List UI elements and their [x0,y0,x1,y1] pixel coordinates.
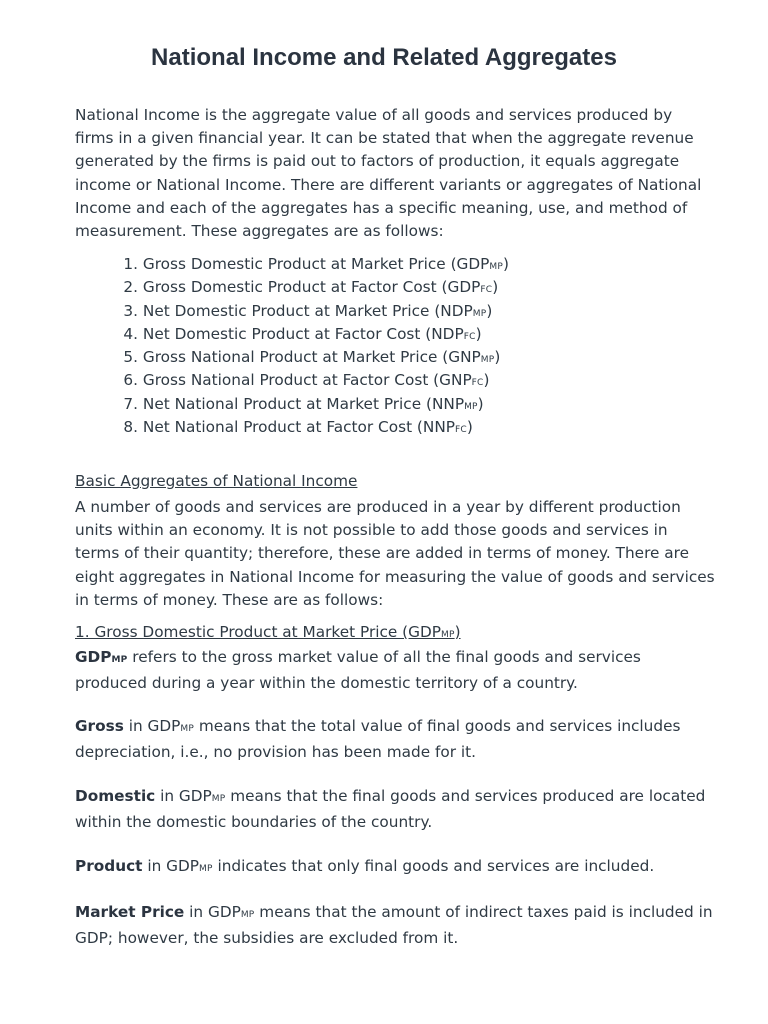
list-item-text: Net Domestic Product at Market Price (NDP [142,301,473,320]
list-item [110,416,710,439]
list-item [110,369,710,392]
list-item-number: 6. [123,371,138,390]
term-bold: Product [75,857,143,875]
list-item-subscript: MP [480,355,495,366]
list-item [110,393,710,416]
list-item-subscript: MP [472,308,487,319]
list-item-label [143,300,492,323]
gdp-mp-heading [75,621,705,647]
paragraph-text: means that the amount of indirect taxes paid is included in GDP; however, the subsidies are excluded from it. [75,903,713,948]
term-subscript: MP [199,864,213,874]
term-mid: in GDP [142,857,200,875]
term-mid: in GDP [123,717,181,735]
paragraph-text: means that the final goods and services produced are located within the domestic boundaries of the country. [75,787,706,832]
market-price-paragraph [75,901,715,950]
list-item-label [143,369,490,392]
term-mid: in GDP [184,903,241,921]
list-item-number: 4. [123,324,138,343]
list-item-text: Gross Domestic Product at Factor Cost (GDP [142,278,481,297]
list-item-close: ) [494,348,501,367]
list-item-close: ) [483,371,490,390]
list-item-text: Gross Domestic Product at Market Price (GDP [142,255,490,273]
list-item-label [143,323,482,346]
list-item-close: ) [486,301,493,320]
list-item [110,253,710,276]
list-item-close: ) [466,418,473,437]
gross-paragraph [75,715,715,764]
paragraph-text: refers to the gross market value of all the final goods and services produced during a year within the domestic territory of a country. [75,648,641,693]
list-item-close: ) [477,394,484,413]
list-item-text: Net Domestic Product at Factor Cost (NDP [142,324,464,343]
gdp-definition-paragraph [75,646,715,695]
list-item-close: ) [475,324,482,343]
list-item-label [143,416,473,439]
list-item-text: Net National Product at Market Price (NNP [142,394,465,413]
basic-aggregates-heading: Basic Aggregates of National Income [75,472,358,490]
page-title: National Income and Related Aggregates [151,44,617,71]
aggregates-list [110,253,710,439]
list-item [110,323,710,346]
list-item-label [143,346,500,369]
term-bold [75,648,127,666]
list-item-close: ) [503,255,509,273]
gdp-mp-heading-text: 1. Gross Domestic Product at Market Price (GDP [75,623,441,641]
gdp-mp-heading-close: ) [454,623,461,641]
term-bold: Domestic [75,787,156,805]
list-item-subscript: FC [471,378,484,389]
domestic-paragraph [75,785,715,834]
list-item-text: Gross National Product at Factor Cost (GNP [142,371,472,390]
list-item-number: 8. [123,418,138,437]
term-text: GDP [75,648,112,666]
list-item [110,346,710,369]
list-item-close: ) [492,278,499,297]
term-mid: in GDP [155,787,212,805]
term-bold: Market Price [75,903,185,921]
term-subscript: MP [240,910,255,920]
paragraph-text: means that the total value of final goods and services includes depreciation, i.e., no provision has been made for it. [75,717,681,762]
list-item-number: 1. [123,255,138,273]
list-item-subscript: FC [455,425,467,436]
list-item [110,276,710,299]
list-item-label [143,393,484,416]
paragraph-text: indicates that only final goods and services are included. [212,857,655,875]
term-bold: Gross [75,717,124,735]
list-item [110,300,710,323]
list-item-label [143,253,509,276]
list-item-subscript: MP [464,401,478,412]
list-item-subscript: FC [463,331,476,342]
intro-paragraph: National Income is the aggregate value of all goods and services produced by firms in a given financial year. It can be stated that when the aggregate revenue generated by the firms is paid out to factors of production, it equals aggregate income or National Income. There are different variants or aggregates of National Income and each of the aggregates has a specific meaning, use, and method of measurement. These aggregates are as follows: [75,106,702,241]
list-item-number: 7. [123,394,138,413]
list-item-number: 3. [123,301,138,320]
list-item-number: 5. [123,348,138,367]
list-item-subscript: MP [489,262,504,272]
basic-aggregates-paragraph: A number of goods and services are produced in a year by different production units within an economy. It is not possible to add those goods and services in terms of their quantity; therefore, these are added in terms of money. There are eight aggregates in National Income for measuring the value of goods and services in terms of money. These are as follows: [75,498,715,609]
gdp-mp-heading-subscript: MP [441,630,455,640]
term-subscript: MP [211,794,226,804]
list-item-number: 2. [123,278,138,297]
product-paragraph [75,855,715,881]
list-item-text: Net National Product at Factor Cost (NNP [142,418,456,437]
term-subscript: MP [180,724,194,734]
list-item-label [143,276,498,299]
term-subscript: MP [111,655,128,665]
list-item-subscript: FC [480,285,493,296]
list-item-text: Gross National Product at Market Price (GNP [142,348,481,367]
